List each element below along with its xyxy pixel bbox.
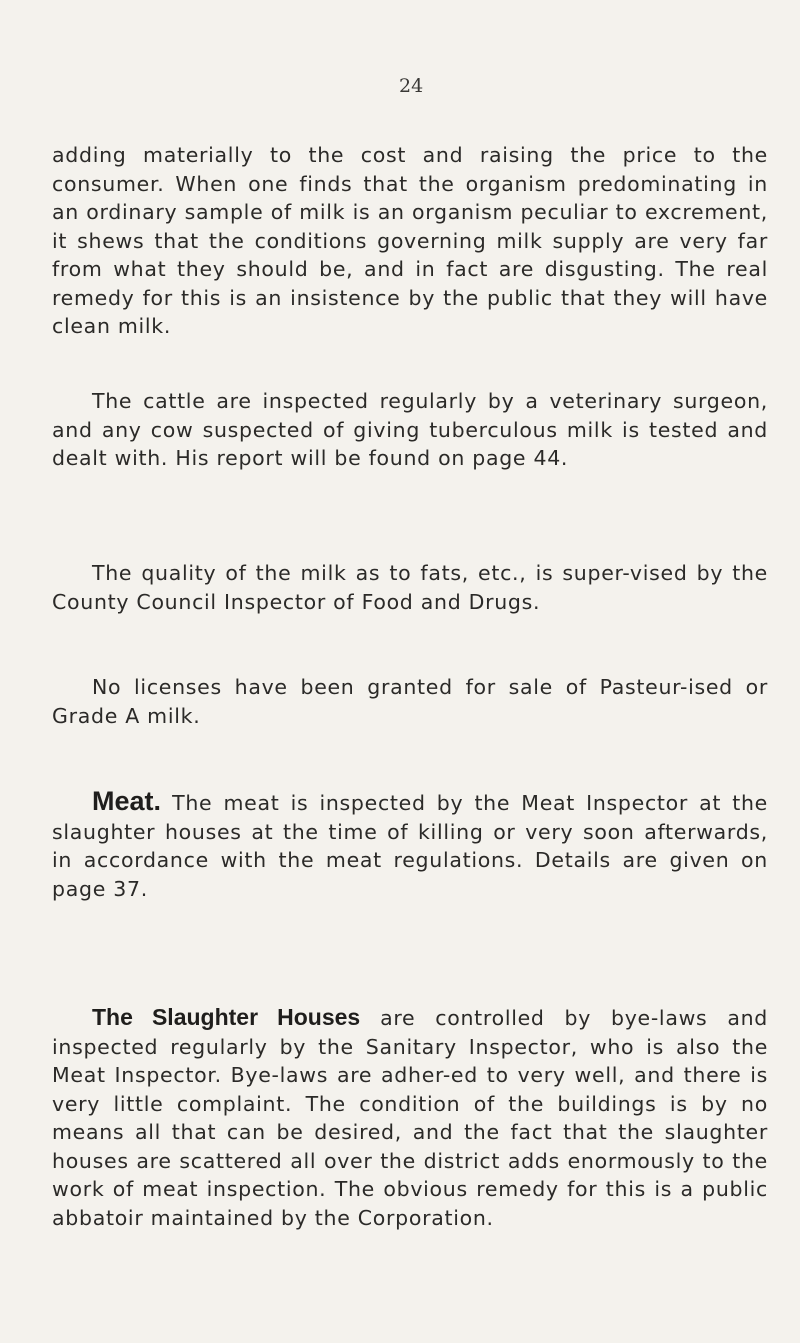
paragraph-milk-quality	[52, 559, 768, 616]
page-number: 24	[399, 75, 424, 97]
paragraph-licenses	[52, 673, 768, 730]
paragraph-text: The quality of the milk as to fats, etc., is super-vised by the County Council Inspector of Food and Drugs.	[52, 561, 768, 614]
paragraph-slaughter-houses	[52, 1003, 768, 1232]
paragraph-meat	[52, 787, 768, 903]
section-heading-meat: Meat.	[92, 786, 162, 816]
paragraph-cattle-inspection	[52, 387, 768, 473]
paragraph-text: adding materially to the cost and raising the price to the consumer. When one finds that the organism predominating in an ordinary sample of milk is an organism peculiar to excrement, it shews that the conditions governing milk supply are very far from what they should be, and in fact are disgusting. The real remedy for this is an insistence by the public that they will have clean milk.	[52, 143, 768, 338]
paragraph-milk-cost	[52, 141, 768, 341]
paragraph-text: The cattle are inspected regularly by a veterinary surgeon, and any cow suspected of giving tuberculous milk is tested and dealt with. His report will be found on page 44.	[52, 389, 768, 470]
section-heading-slaughter-houses: The Slaughter Houses	[92, 1004, 361, 1030]
paragraph-text: No licenses have been granted for sale of Pasteur-ised or Grade A milk.	[52, 675, 768, 728]
paragraph-text: are controlled by bye-laws and inspected regularly by the Sanitary Inspector, who is also the Meat Inspector. Bye-laws are adher-ed to very well, and there is very little complaint. The condition of the buildings is by no means all that can be desired, and the fact that the slaughter houses are scattered all over the district adds enormously to the work of meat inspection. The obvious remedy for this is a public abbatoir maintained by the Corporation.	[52, 1006, 769, 1230]
paragraph-text: The meat is inspected by the Meat Inspector at the slaughter houses at the time of killing or very soon afterwards, in accordance with the meat regulations. Details are given on page 37.	[52, 791, 768, 901]
